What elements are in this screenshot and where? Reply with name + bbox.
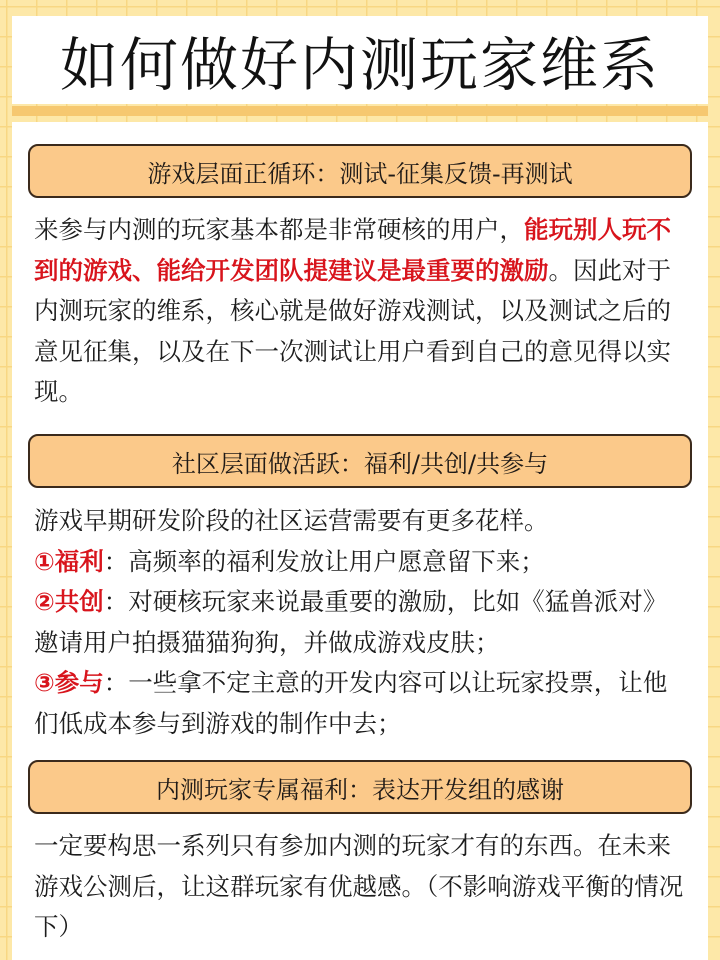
section-body-game-loop bbox=[34, 210, 684, 413]
list-item-label: ③参与 bbox=[34, 668, 104, 697]
page-title: 如何做好内测玩家维系 bbox=[59, 31, 660, 99]
section-header-game-loop: 游戏层面正循环：测试-征集反馈-再测试 bbox=[28, 144, 692, 198]
title-box bbox=[12, 16, 708, 104]
list-item-label: ②共创 bbox=[34, 587, 104, 616]
section-body-community bbox=[34, 501, 684, 744]
list-item-benefits bbox=[34, 542, 684, 583]
body-text: 。因此对于内测玩家的维系，核心就是做好游戏测试，以及测试之后的意见征集，以及在下一次测试让用户看到自己的意见得以实现。 bbox=[34, 255, 671, 406]
list-item-text: ：对硬核玩家来说最重要的激励，比如《猛兽派对》邀请用户拍摄猫猫狗狗，并做成游戏皮肤； bbox=[34, 587, 668, 657]
list-item-cocreate bbox=[34, 582, 684, 663]
list-item-label: ①福利 bbox=[34, 546, 104, 576]
section-body-exclusive-benefits bbox=[34, 826, 684, 948]
title-underline bbox=[12, 106, 708, 116]
body-text: 一定要构思一系列只有参加内测的玩家才有的东西。在未来游戏公测后，让这群玩家有优越感。（不影响游戏平衡的情况下） bbox=[34, 831, 684, 941]
list-item-text: ：高频率的福利发放让用户愿意留下来； bbox=[103, 546, 545, 576]
section-header-exclusive-benefits: 内测玩家专属福利：表达开发组的感谢 bbox=[28, 760, 692, 814]
highlight-text: 能玩别人玩不到的游戏、能给开发团队提建议是最重要的激励 bbox=[34, 215, 671, 285]
section-header-community: 社区层面做活跃：福利/共创/共参与 bbox=[28, 434, 692, 488]
body-text: 来参与内测的玩家基本都是非常硬核的用户， bbox=[34, 215, 524, 244]
list-item-participate bbox=[34, 663, 684, 744]
list-item-text: ：一些拿不定主意的开发内容可以让玩家投票，让他们低成本参与到游戏的制作中去； bbox=[34, 668, 668, 738]
community-intro: 游戏早期研发阶段的社区运营需要有更多花样。 bbox=[34, 506, 549, 535]
